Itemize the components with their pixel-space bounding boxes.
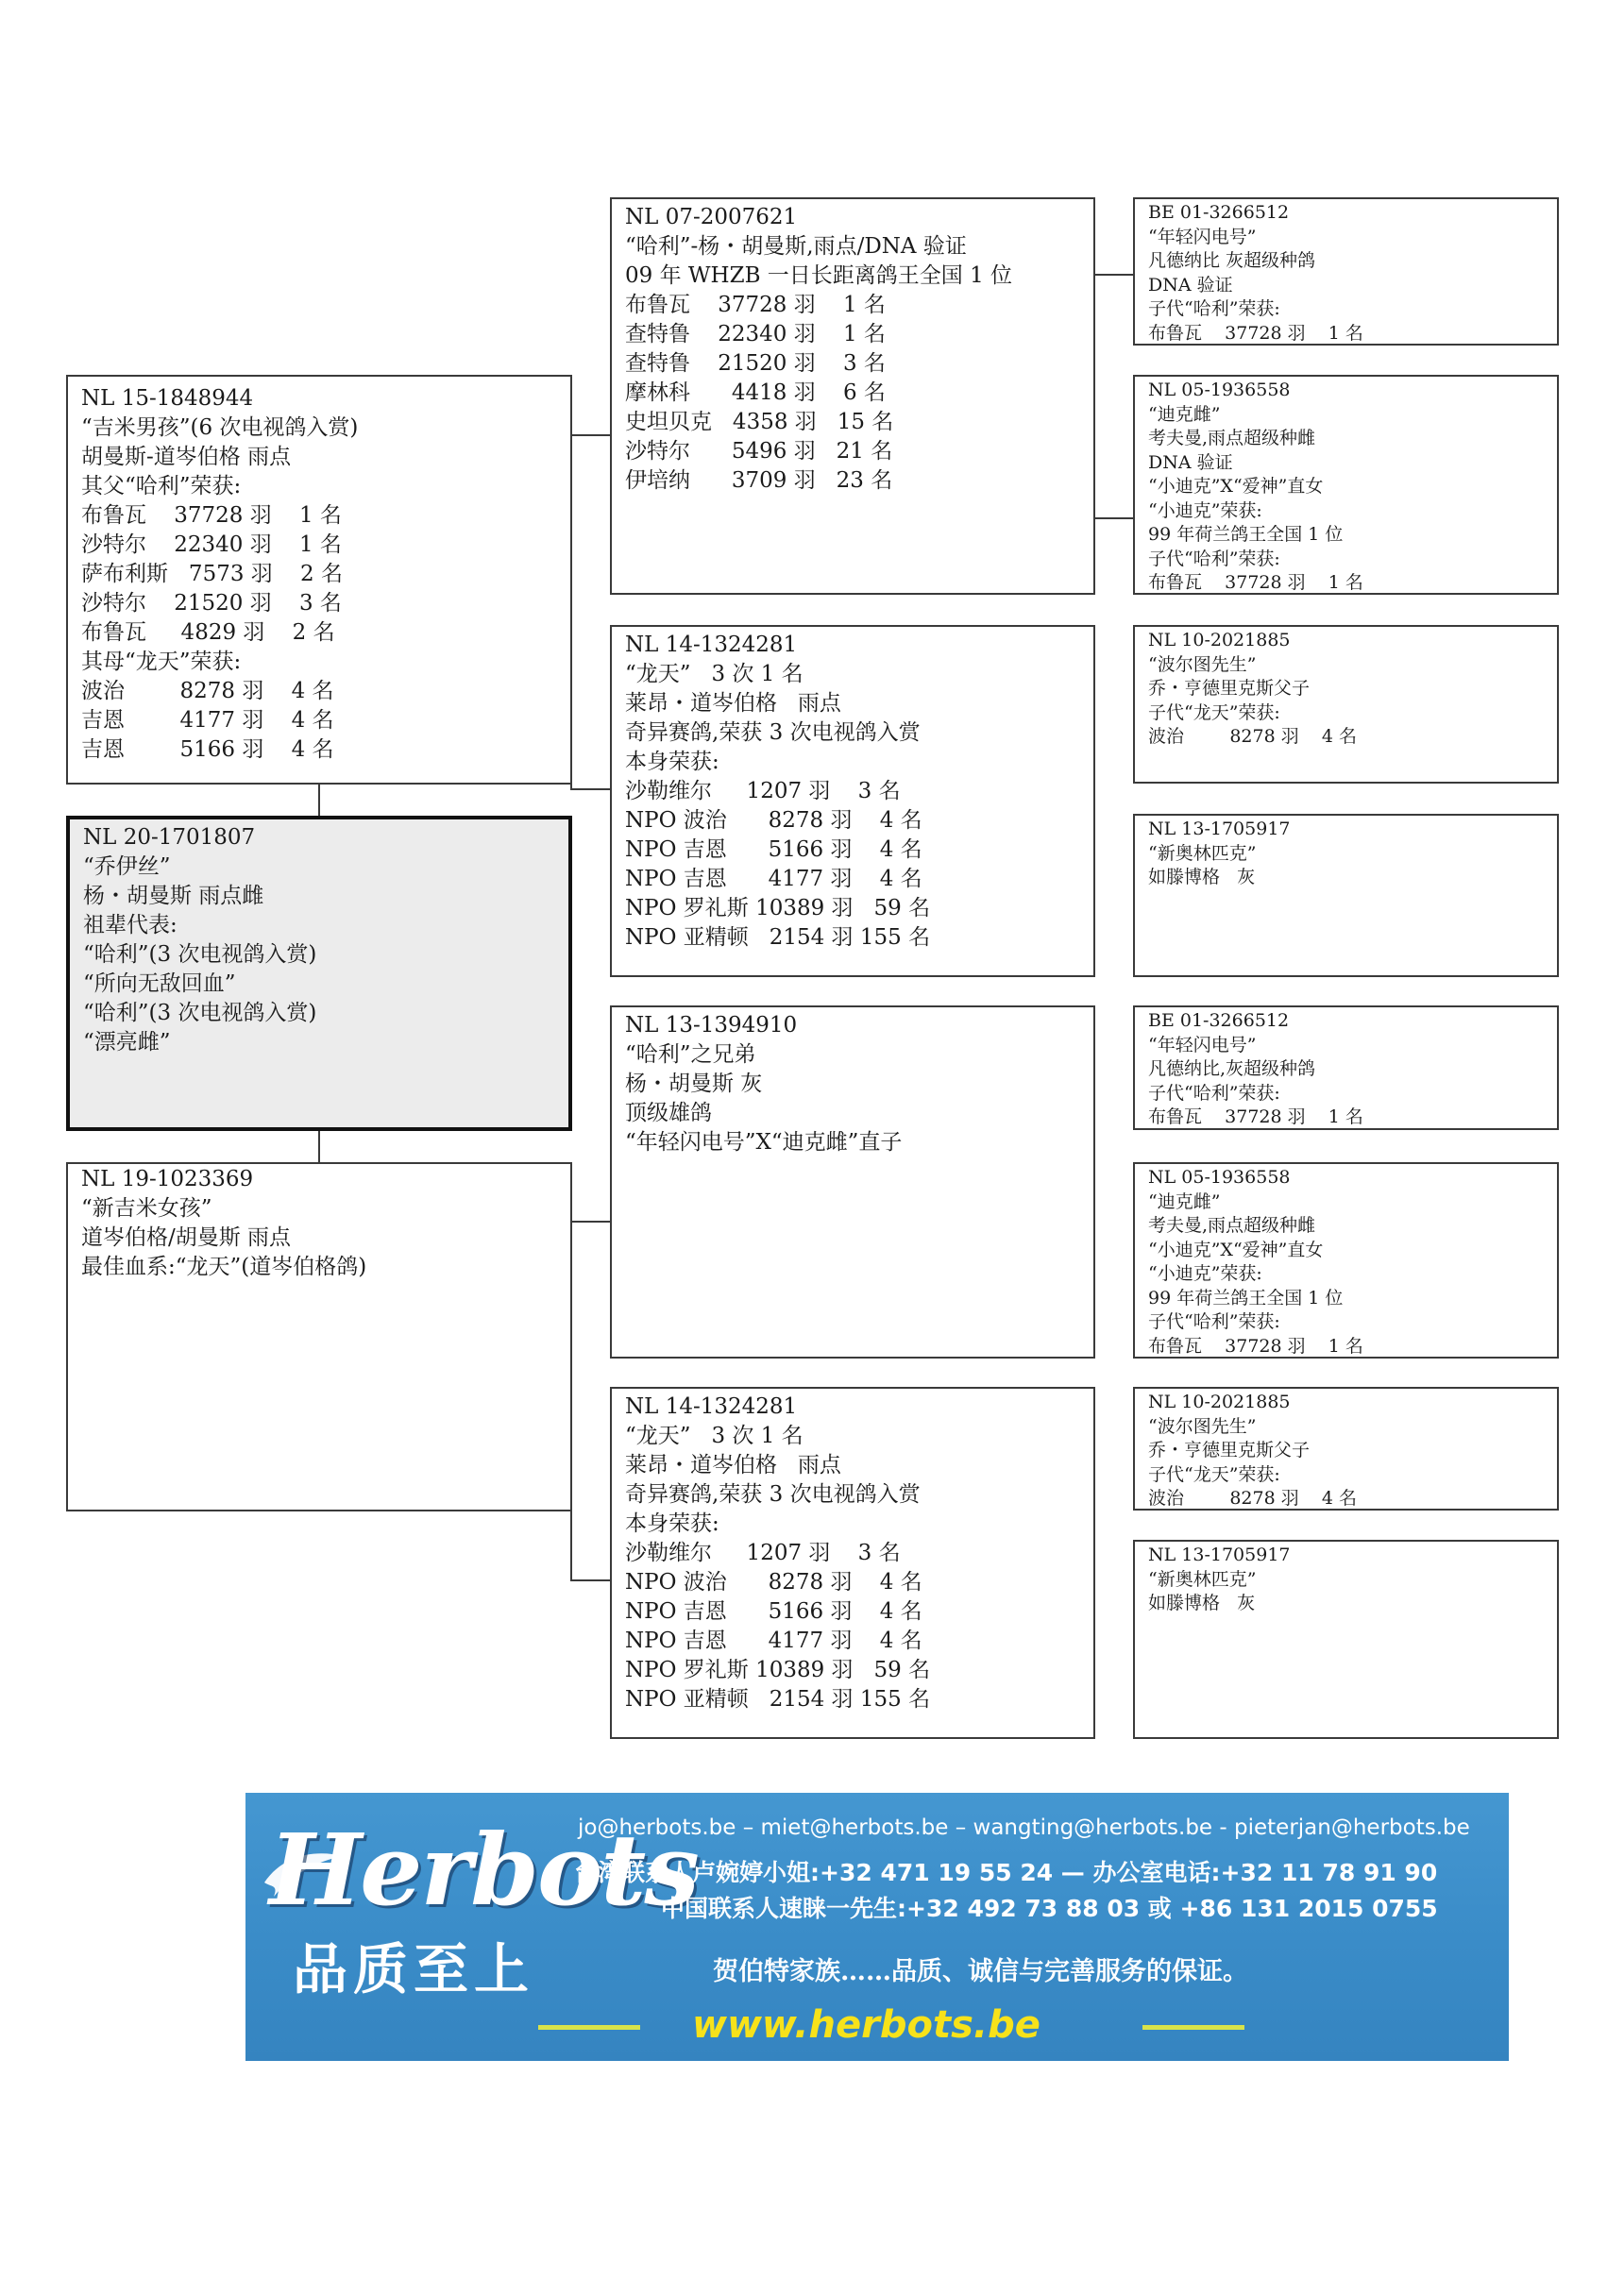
pedigree-line: “小迪克”荣获: — [1148, 1263, 1262, 1284]
pedigree-line: 如滕博格 灰 — [1148, 1593, 1256, 1613]
pedigree-line: “哈利”(3 次电视鸽入赏) — [83, 1001, 317, 1025]
dds-lines — [1135, 1389, 1557, 1511]
pedigree-line: DNA 验证 — [1148, 451, 1233, 473]
ring-number: BE 01-3266512 — [1148, 202, 1290, 223]
banner-url-link[interactable]: www.herbots.be — [692, 2003, 1040, 2047]
pedigree-line: “龙天” 3 次 1 名 — [625, 662, 804, 686]
pedigree-line: NPO 罗礼斯 10389 羽 59 名 — [625, 896, 931, 920]
connector — [570, 434, 610, 436]
ring-number: NL 10-2021885 — [1148, 630, 1291, 650]
pedigree-line: 查特鲁 21520 羽 3 名 — [625, 351, 886, 376]
ss-lines — [612, 199, 1093, 496]
connector — [318, 784, 320, 816]
pedigree-sdd-box — [1133, 814, 1559, 977]
connector — [570, 1579, 610, 1581]
sss-lines — [1135, 199, 1557, 346]
pedigree-line: 99 年荷兰鸽王全国 1 位 — [1148, 524, 1344, 545]
pedigree-sire-box — [66, 375, 572, 785]
pedigree-line: 本身荣获: — [625, 750, 719, 774]
pedigree-line: 考夫曼,雨点超级种雌 — [1148, 428, 1316, 448]
sd-lines — [612, 627, 1093, 953]
pedigree-line: 子代“龙天”荣获: — [1148, 701, 1280, 723]
banner-slogan: 品质至上 — [293, 1937, 535, 2001]
banner-china-contact: 中国联系人速睐一先生:+32 492 73 88 03 或 +86 131 2015 0755 — [661, 1895, 1438, 1922]
pedigree-line: “乔伊丝” — [83, 854, 171, 879]
pedigree-line: 沙特尔 5496 羽 21 名 — [625, 439, 893, 464]
pedigree-line: “年轻闪电号” — [1148, 1034, 1257, 1055]
pedigree-line: 考夫曼,雨点超级种雌 — [1148, 1215, 1316, 1236]
pedigree-line: 本身荣获: — [625, 1511, 719, 1536]
pedigree-line: NPO 亚精顿 2154 羽 155 名 — [625, 925, 931, 950]
pedigree-line: NPO 罗礼斯 10389 羽 59 名 — [625, 1658, 931, 1682]
ring-number: BE 01-3266512 — [1148, 1010, 1290, 1031]
pedigree-ss-box — [610, 197, 1095, 595]
pedigree-dsd-box — [1133, 1162, 1559, 1359]
pedigree-line: 吉恩 5166 羽 4 名 — [81, 737, 334, 762]
connector — [318, 1130, 320, 1162]
pedigree-line: 子代“龙天”荣获: — [1148, 1463, 1280, 1485]
pedigree-line: NPO 波治 8278 羽 4 名 — [625, 1570, 922, 1595]
pedigree-line: NPO 亚精顿 2154 羽 155 名 — [625, 1687, 931, 1712]
pedigree-line: 道岑伯格/胡曼斯 雨点 — [81, 1225, 292, 1250]
sire-lines — [68, 377, 570, 765]
pedigree-line: 凡德纳比,灰超级种鸽 — [1148, 1058, 1316, 1079]
pedigree-line: 史坦贝克 4358 羽 15 名 — [625, 410, 894, 434]
pedigree-line: “龙天” 3 次 1 名 — [625, 1424, 804, 1448]
banner-decor-line-left — [538, 2025, 640, 2030]
pedigree-line: “迪克雌” — [1148, 403, 1221, 425]
ring-number: NL 05-1936558 — [1148, 380, 1291, 400]
pedigree-line: “小迪克”荣获: — [1148, 499, 1262, 521]
ring-number: NL 13-1705917 — [1148, 1545, 1291, 1565]
pedigree-sss-box — [1133, 197, 1559, 346]
pedigree-line: NPO 吉恩 4177 羽 4 名 — [625, 1629, 922, 1653]
pedigree-line: 奇异赛鸽,荣获 3 次电视鸽入赏 — [625, 1482, 921, 1507]
pedigree-line: “小迪克”X“爱神”直女 — [1148, 1239, 1324, 1260]
ring-number: NL 15-1848944 — [81, 386, 254, 411]
pedigree-line: 莱昂・道岑伯格 雨点 — [625, 1453, 841, 1477]
ring-number: NL 14-1324281 — [625, 633, 798, 657]
pedigree-line: 其父“哈利”荣获: — [81, 474, 242, 498]
banner-taiwan-contact: 台湾联系人卢婉婷小姐:+32 471 19 55 24 — 办公室电话:+32 11 78 91 90 — [574, 1859, 1438, 1886]
pedigree-line: 杨・胡曼斯 灰 — [625, 1072, 763, 1096]
banner-decor-line-right — [1142, 2025, 1244, 2030]
pedigree-line: “哈利”-杨・胡曼斯,雨点/DNA 验证 — [625, 234, 967, 259]
pedigree-line: “新奥林匹克” — [1148, 1568, 1257, 1590]
ring-number: NL 13-1394910 — [625, 1013, 798, 1038]
pedigree-line: DNA 验证 — [1148, 274, 1233, 295]
pedigree-line: “所向无敌回血” — [83, 971, 236, 996]
pedigree-line: 摩林科 4418 羽 6 名 — [625, 380, 886, 405]
pedigree-line: “哈利”之兄弟 — [625, 1042, 756, 1067]
pedigree-line: 09 年 WHZB 一日长距离鸽王全国 1 位 — [625, 263, 1013, 288]
pedigree-line: “年轻闪电号” — [1148, 226, 1257, 247]
herbots-logo: Herbots — [269, 1812, 698, 1928]
pedigree-line: 沙特尔 21520 羽 3 名 — [81, 591, 342, 616]
pedigree-line: 波治 8278 羽 4 名 — [1148, 1488, 1357, 1509]
pedigree-line: 杨・胡曼斯 雨点雌 — [83, 884, 264, 908]
pedigree-dds-box — [1133, 1387, 1559, 1511]
pedigree-line: 布鲁瓦 37728 羽 1 名 — [1148, 322, 1363, 344]
pedigree-line: 查特鲁 22340 羽 1 名 — [625, 322, 886, 346]
pedigree-line: NPO 吉恩 5166 羽 4 名 — [625, 837, 922, 862]
pedigree-line: “吉米男孩”(6 次电视鸽入赏) — [81, 415, 359, 440]
pedigree-dam-box — [66, 1162, 572, 1511]
pedigree-line: 其母“龙天”荣获: — [81, 650, 242, 674]
pedigree-line: “波尔图先生” — [1148, 653, 1257, 675]
pedigree-line: 伊培纳 3709 羽 23 名 — [625, 468, 893, 493]
pedigree-line: “哈利”(3 次电视鸽入赏) — [83, 942, 317, 967]
pedigree-line: 布鲁瓦 37728 羽 1 名 — [1148, 1106, 1363, 1127]
herbots-banner — [245, 1793, 1509, 2061]
pedigree-line: 布鲁瓦 37728 羽 1 名 — [1148, 572, 1363, 593]
pedigree-line: 沙勒维尔 1207 羽 3 名 — [625, 779, 901, 803]
pedigree-line: 子代“哈利”荣获: — [1148, 298, 1280, 319]
pedigree-line: 沙特尔 22340 羽 1 名 — [81, 532, 342, 557]
pedigree-line: NPO 波治 8278 羽 4 名 — [625, 808, 922, 833]
pedigree-line: 胡曼斯-道岑伯格 雨点 — [81, 445, 292, 469]
pedigree-line: 如滕博格 灰 — [1148, 867, 1256, 887]
pedigree-line: “年轻闪电号”X“迪克雌”直子 — [625, 1130, 903, 1155]
subject-lines — [70, 819, 568, 1057]
pedigree-sd-box — [610, 625, 1095, 977]
pedigree-line: 布鲁瓦 37728 羽 1 名 — [1148, 1335, 1363, 1357]
pedigree-line: “漂亮雌” — [83, 1030, 171, 1055]
pedigree-line: 子代“哈利”荣获: — [1148, 548, 1280, 569]
pedigree-subject-box — [66, 816, 572, 1131]
pedigree-line: 最佳血系:“龙天”(道岑伯格鸽) — [81, 1255, 367, 1279]
dsd-lines — [1135, 1164, 1557, 1359]
banner-emails[interactable]: jo@herbots.be – miet@herbots.be – wangting@herbots.be - pieterjan@herbots.be — [578, 1815, 1470, 1840]
sds-lines — [1135, 627, 1557, 750]
pedigree-line: 波治 8278 羽 4 名 — [1148, 726, 1357, 747]
connector — [570, 788, 610, 790]
ring-number: NL 20-1701807 — [83, 825, 256, 850]
pedigree-line: “新奥林匹克” — [1148, 842, 1257, 864]
dam-lines — [68, 1164, 570, 1282]
pedigree-line: 子代“哈利”荣获: — [1148, 1311, 1280, 1332]
ds-lines — [612, 1007, 1093, 1157]
pedigree-line: “迪克雌” — [1148, 1190, 1221, 1212]
pedigree-ds-box — [610, 1005, 1095, 1359]
pedigree-ssd-box — [1133, 375, 1559, 595]
pedigree-line: 奇异赛鸽,荣获 3 次电视鸽入赏 — [625, 720, 921, 745]
pedigree-line: 沙勒维尔 1207 羽 3 名 — [625, 1541, 901, 1565]
pedigree-line: 布鲁瓦 37728 羽 1 名 — [625, 293, 886, 317]
dd-lines — [612, 1389, 1093, 1714]
pedigree-line: “新吉米女孩” — [81, 1196, 212, 1221]
ring-number: NL 13-1705917 — [1148, 819, 1291, 839]
ring-number: NL 19-1023369 — [81, 1167, 254, 1191]
pedigree-line: 乔・亨德里克斯父子 — [1148, 1440, 1311, 1460]
pedigree-line: 布鲁瓦 37728 羽 1 名 — [81, 503, 342, 528]
pedigree-line: “小迪克”X“爱神”直女 — [1148, 476, 1324, 497]
pedigree-line: 萨布利斯 7573 羽 2 名 — [81, 562, 343, 586]
connector — [1093, 274, 1133, 276]
ring-number: NL 10-2021885 — [1148, 1392, 1291, 1412]
pedigree-line: 子代“哈利”荣获: — [1148, 1082, 1280, 1104]
pedigree-line: 顶级雄鸽 — [625, 1101, 712, 1125]
dss-lines — [1135, 1007, 1557, 1130]
ddd-lines — [1135, 1542, 1557, 1616]
connector — [1093, 517, 1133, 519]
pedigree-line: 吉恩 4177 羽 4 名 — [81, 708, 334, 733]
sdd-lines — [1135, 816, 1557, 890]
pedigree-sds-box — [1133, 625, 1559, 784]
pedigree-line: 乔・亨德里克斯父子 — [1148, 678, 1311, 699]
pedigree-line: NPO 吉恩 5166 羽 4 名 — [625, 1599, 922, 1624]
pedigree-ddd-box — [1133, 1540, 1559, 1739]
ring-number: NL 05-1936558 — [1148, 1167, 1291, 1188]
pedigree-line: NPO 吉恩 4177 羽 4 名 — [625, 867, 922, 891]
pedigree-line: 布鲁瓦 4829 羽 2 名 — [81, 620, 335, 645]
pedigree-line: “波尔图先生” — [1148, 1415, 1257, 1437]
ring-number: NL 14-1324281 — [625, 1394, 798, 1419]
pedigree-dd-box — [610, 1387, 1095, 1739]
pedigree-line: 祖辈代表: — [83, 913, 178, 937]
pedigree-line: 凡德纳比 灰超级种鸽 — [1148, 250, 1316, 271]
pedigree-line: 99 年荷兰鸽王全国 1 位 — [1148, 1287, 1344, 1308]
banner-tagline: 贺伯特家族……品质、诚信与完善服务的保证。 — [713, 1957, 1248, 1986]
pedigree-dss-box — [1133, 1005, 1559, 1130]
connector — [570, 1221, 610, 1223]
pedigree-line: 波治 8278 羽 4 名 — [81, 679, 334, 703]
ssd-lines — [1135, 377, 1557, 595]
ring-number: NL 07-2007621 — [625, 205, 798, 229]
pedigree-line: 莱昂・道岑伯格 雨点 — [625, 691, 841, 716]
